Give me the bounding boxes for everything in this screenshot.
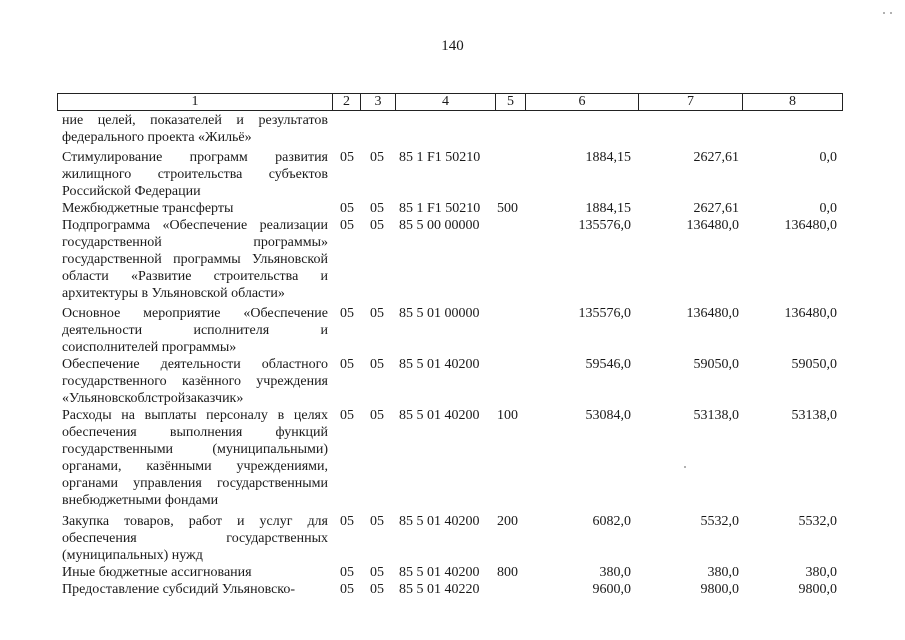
row-col-5: 200 xyxy=(497,514,518,529)
row-col-8: 5532,0 xyxy=(798,514,837,529)
row-col-3: 05 xyxy=(370,306,384,321)
row-name: Иные бюджетные ассигнования xyxy=(62,565,252,580)
scan-speck xyxy=(684,466,686,468)
row-col-8: 9800,0 xyxy=(798,582,837,597)
row-col-6: 135576,0 xyxy=(578,218,631,233)
row-name: Предоставление субсидий Ульяновско- xyxy=(62,582,296,597)
row-col-2: 05 xyxy=(340,514,354,529)
row-col-2: 05 xyxy=(340,582,354,597)
row-col-4: 85 5 01 00000 xyxy=(399,306,480,321)
row-col-6: 135576,0 xyxy=(578,306,631,321)
row-col-6: 6082,0 xyxy=(592,514,631,529)
row-name: Межбюджетные трансферты xyxy=(62,201,234,216)
row-col-2: 05 xyxy=(340,218,354,233)
scan-speck xyxy=(883,12,885,14)
row-col-4: 85 5 01 40200 xyxy=(399,408,480,423)
row-col-2: 05 xyxy=(340,565,354,580)
header-col-2: 2 xyxy=(333,94,361,110)
row-col-8: 0,0 xyxy=(819,150,837,165)
row-col-3: 05 xyxy=(370,201,384,216)
row-col-6: 53084,0 xyxy=(585,408,631,423)
row-col-7: 2627,61 xyxy=(693,201,739,216)
row-col-3: 05 xyxy=(370,357,384,372)
row-col-4: 85 5 01 40200 xyxy=(399,514,480,529)
row-col-7: 59050,0 xyxy=(693,357,739,372)
row-name: Закупка товаров, работ и услуг для обеспечения государственных (муниципальных) нужд xyxy=(62,514,328,563)
header-col-5: 5 xyxy=(496,94,526,110)
row-col-3: 05 xyxy=(370,582,384,597)
row-col-3: 05 xyxy=(370,150,384,165)
row-col-7: 2627,61 xyxy=(693,150,739,165)
row-col-3: 05 xyxy=(370,565,384,580)
row-col-8: 136480,0 xyxy=(784,306,837,321)
row-col-8: 380,0 xyxy=(805,565,837,580)
row-col-2: 05 xyxy=(340,201,354,216)
row-col-6: 59546,0 xyxy=(585,357,631,372)
row-col-7: 380,0 xyxy=(707,565,739,580)
table-header xyxy=(57,93,843,111)
row-col-4: 85 1 F1 50210 xyxy=(399,201,481,216)
header-col-8: 8 xyxy=(789,94,796,109)
row-name: ние целей, показателей и результатов федерального проекта «Жильё» xyxy=(62,113,328,145)
row-col-7: 9800,0 xyxy=(700,582,739,597)
row-col-4: 85 5 01 40220 xyxy=(399,582,480,597)
row-col-7: 53138,0 xyxy=(693,408,739,423)
row-col-3: 05 xyxy=(370,514,384,529)
header-col-7: 7 xyxy=(639,94,743,110)
scan-speck xyxy=(890,12,892,14)
row-col-5: 800 xyxy=(497,565,518,580)
row-col-3: 05 xyxy=(370,218,384,233)
row-col-7: 136480,0 xyxy=(686,306,739,321)
row-name: Стимулирование программ развития жилищного строительства субъектов Российской Федерации xyxy=(62,150,328,199)
row-col-5: 500 xyxy=(497,201,518,216)
header-col-3: 3 xyxy=(361,94,396,110)
row-col-3: 05 xyxy=(370,408,384,423)
row-name: Подпрограмма «Обеспечение реализации государственной программы» государственной программы Ульяновской области «Развитие строительства и архитектуры в Ульяновской области» xyxy=(62,218,328,301)
row-col-4: 85 5 01 40200 xyxy=(399,357,480,372)
row-name: Основное мероприятие «Обеспечение деятельности исполнителя и соисполнителей программы» xyxy=(62,306,328,355)
row-col-6: 1884,15 xyxy=(585,150,631,165)
row-name: Обеспечение деятельности областного государственного казённого учреждения «Ульяновскоблстройзаказчик» xyxy=(62,357,328,406)
row-col-6: 1884,15 xyxy=(585,201,631,216)
row-col-6: 380,0 xyxy=(599,565,631,580)
row-col-7: 5532,0 xyxy=(700,514,739,529)
row-col-7: 136480,0 xyxy=(686,218,739,233)
page-number: 140 xyxy=(441,38,464,54)
row-col-8: 53138,0 xyxy=(791,408,837,423)
row-col-2: 05 xyxy=(340,306,354,321)
row-col-4: 85 1 F1 50210 xyxy=(399,150,481,165)
row-col-6: 9600,0 xyxy=(592,582,631,597)
row-col-2: 05 xyxy=(340,150,354,165)
row-col-5: 100 xyxy=(497,408,518,423)
row-col-4: 85 5 01 40200 xyxy=(399,565,480,580)
row-col-8: 59050,0 xyxy=(791,357,837,372)
row-name: Расходы на выплаты персоналу в целях обеспечения выполнения функций государственными (муниципальными) органами, казёнными учреждениями, органами управления государственными внебюджетными фондами xyxy=(62,408,328,508)
header-col-4: 4 xyxy=(396,94,496,110)
row-col-8: 0,0 xyxy=(819,201,837,216)
header-col-6: 6 xyxy=(526,94,639,110)
row-col-8: 136480,0 xyxy=(784,218,837,233)
header-col-1: 1 xyxy=(58,94,333,110)
row-col-2: 05 xyxy=(340,408,354,423)
row-col-4: 85 5 00 00000 xyxy=(399,218,480,233)
row-col-2: 05 xyxy=(340,357,354,372)
